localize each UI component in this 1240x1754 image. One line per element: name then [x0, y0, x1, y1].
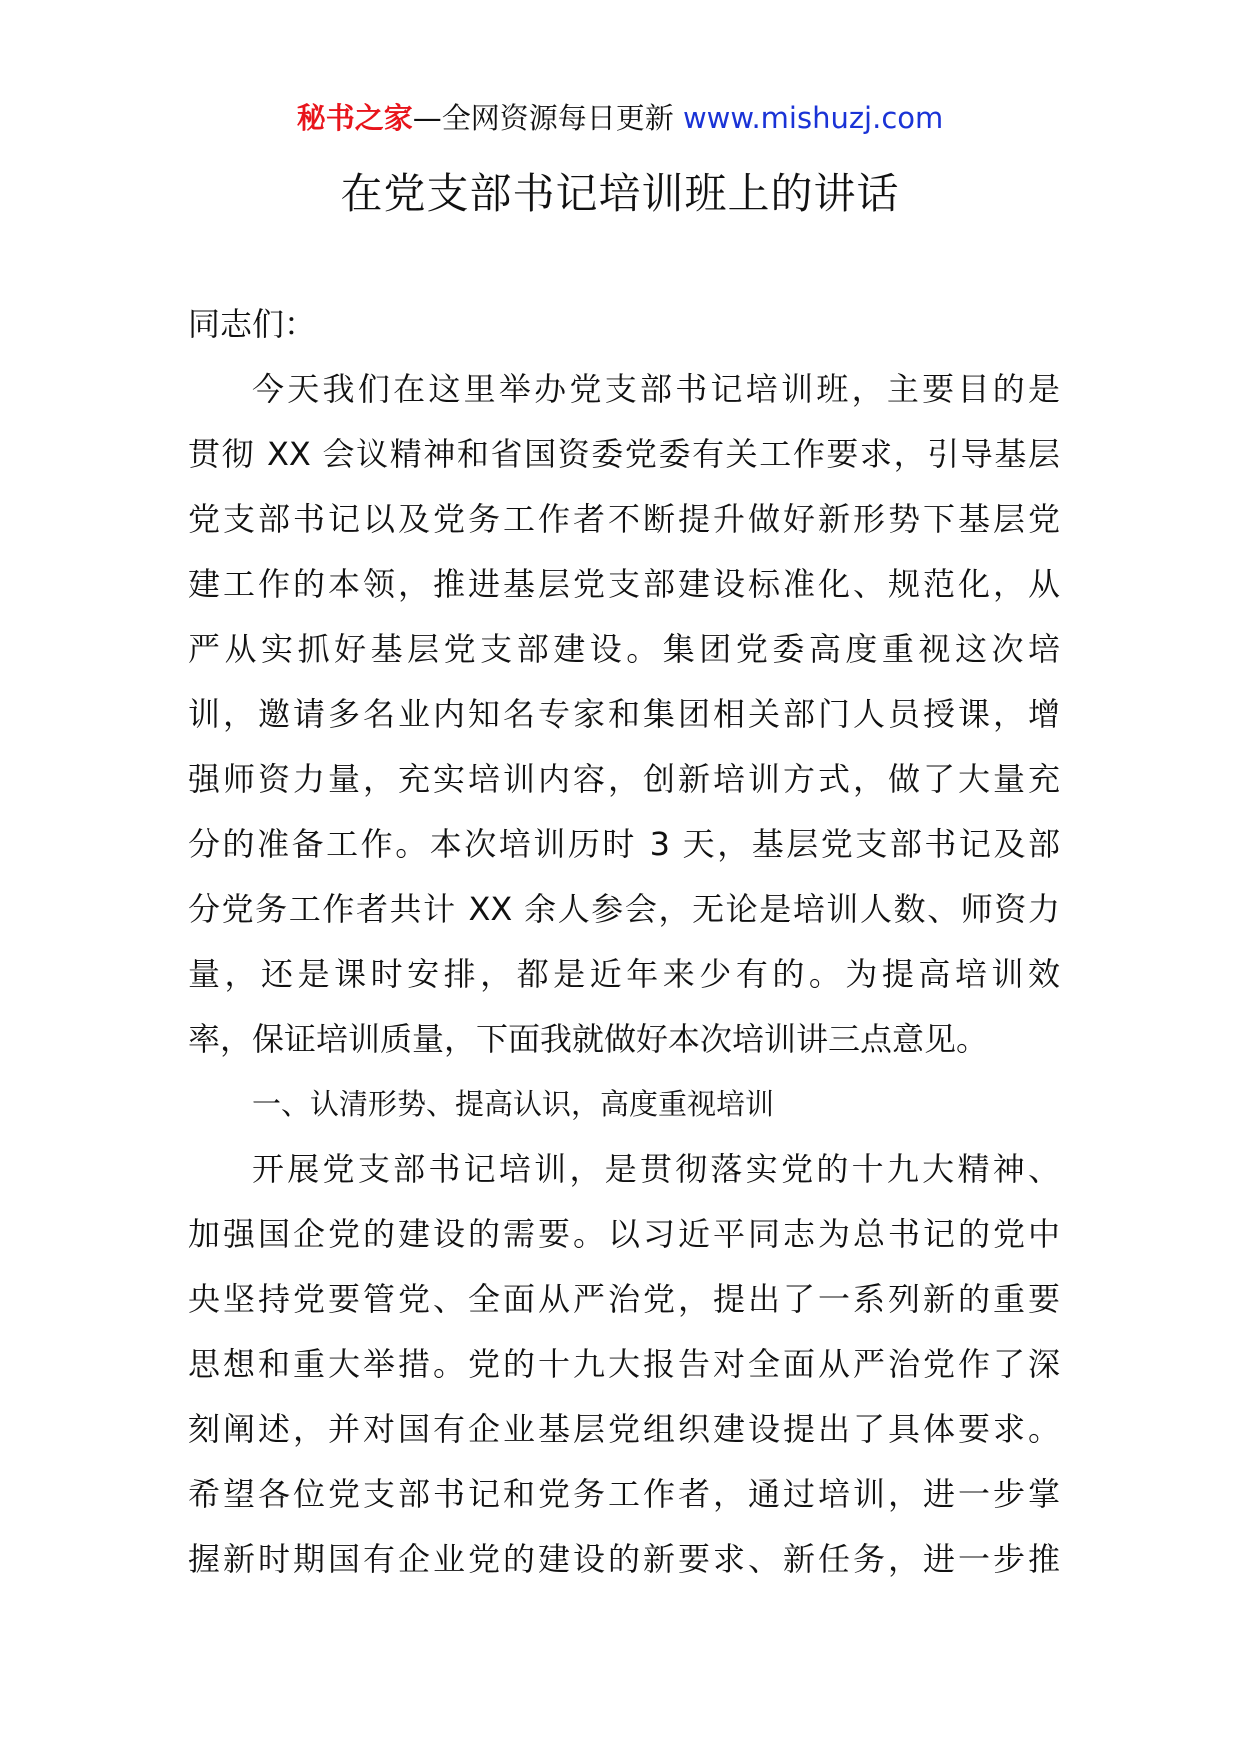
paragraph-line: 分的准备工作。本次培训历时 3 天，基层党支部书记及部 — [188, 825, 1060, 863]
header-tagline: —全网资源每日更新 — [412, 101, 683, 135]
site-header — [0, 98, 1240, 138]
site-url-link[interactable]: www.mishuzj.com — [682, 101, 944, 135]
paragraph-line: 思想和重大举措。党的十九大报告对全面从严治党作了深 — [188, 1345, 1060, 1383]
paragraph-line: 希望各位党支部书记和党务工作者，通过培训，进一步掌 — [188, 1475, 1060, 1513]
brand-name: 秘书之家 — [296, 101, 413, 135]
paragraph-line: 贯彻 XX 会议精神和省国资委党委有关工作要求，引导基层 — [188, 435, 1060, 473]
paragraph-line: 强师资力量，充实培训内容，创新培训方式，做了大量充 — [188, 760, 1060, 798]
paragraph-line: 量，还是课时安排，都是近年来少有的。为提高培训效 — [188, 955, 1060, 993]
document-title: 在党支部书记培训班上的讲话 — [340, 169, 900, 218]
paragraph-line: 建工作的本领，推进基层党支部建设标准化、规范化，从 — [188, 565, 1060, 603]
paragraph-line: 加强国企党的建设的需要。以习近平同志为总书记的党中 — [188, 1215, 1060, 1253]
paragraph-line: 训，邀请多名业内知名专家和集团相关部门人员授课，增 — [188, 695, 1060, 733]
paragraph-line: 党支部书记以及党务工作者不断提升做好新形势下基层党 — [188, 500, 1060, 538]
paragraph-line: 握新时期国有企业党的建设的新要求、新任务，进一步推 — [188, 1540, 1060, 1578]
paragraph-line: 严从实抓好基层党支部建设。集团党委高度重视这次培 — [188, 630, 1060, 668]
paragraph-line: 率，保证培训质量，下面我就做好本次培训讲三点意见。 — [188, 1020, 989, 1058]
paragraph-line: 分党务工作者共计 XX 余人参会，无论是培训人数、师资力 — [188, 890, 1060, 928]
paragraph-line: 今天我们在这里举办党支部书记培训班，主要目的是 — [252, 370, 1060, 408]
paragraph-line: 刻阐述，并对国有企业基层党组织建设提出了具体要求。 — [188, 1410, 1060, 1448]
paragraph-line: 央坚持党要管党、全面从严治党，提出了一系列新的重要 — [188, 1280, 1060, 1318]
paragraph-line: 开展党支部书记培训，是贯彻落实党的十九大精神、 — [252, 1150, 1060, 1188]
section-heading: 一、认清形势、提高认识，高度重视培训 — [252, 1087, 775, 1121]
salutation: 同志们： — [188, 305, 317, 343]
document-body — [188, 292, 1060, 1592]
